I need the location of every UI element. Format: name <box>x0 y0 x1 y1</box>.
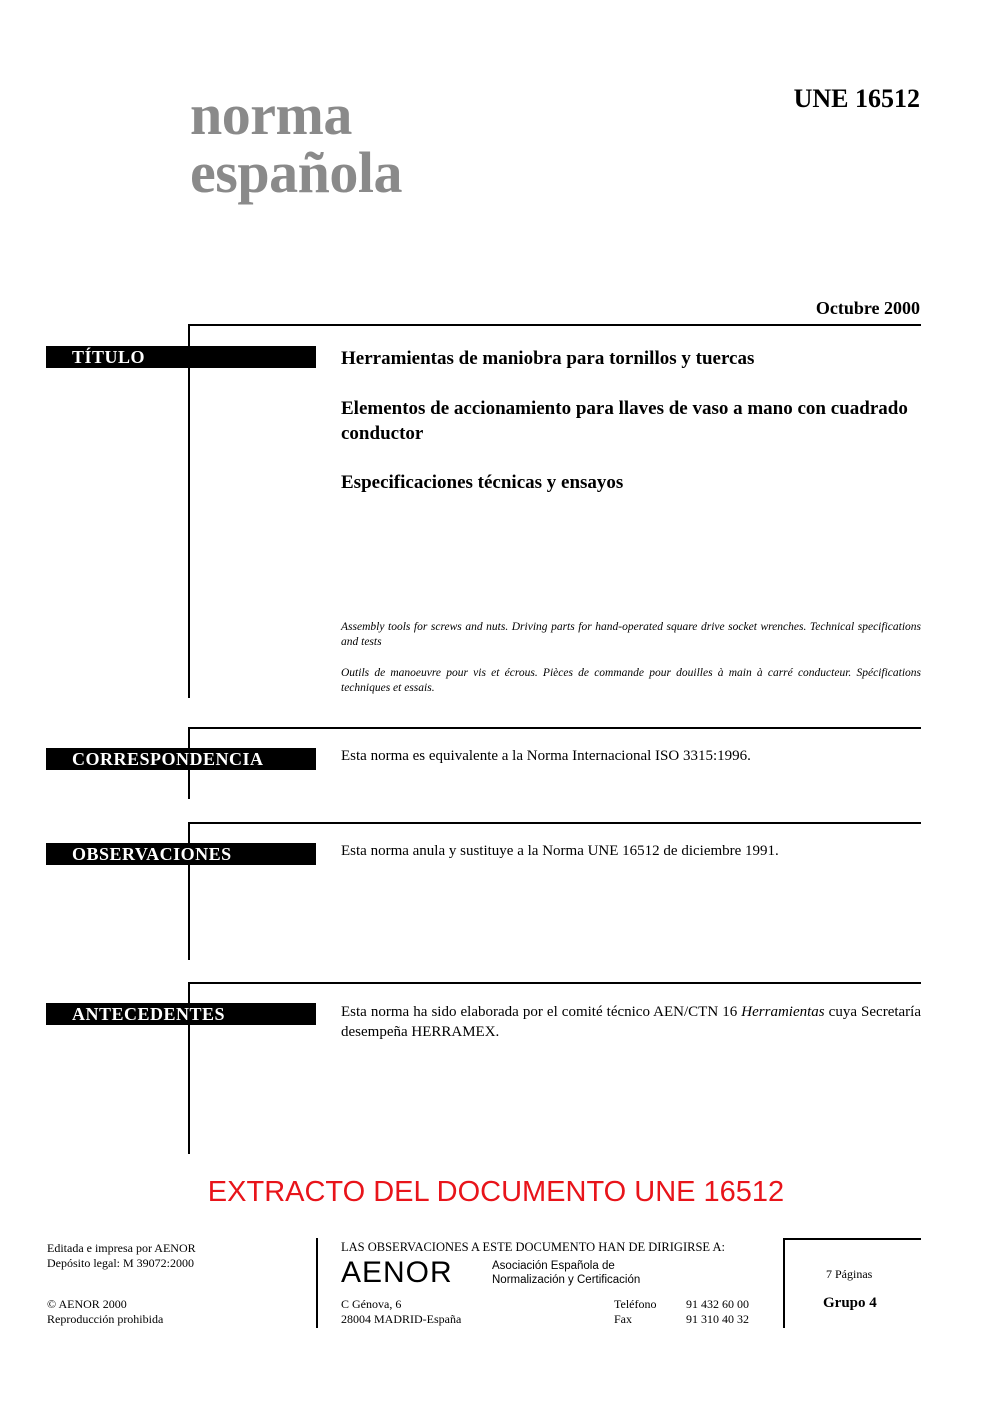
section-divider-antecedentes <box>188 982 921 984</box>
section-label-antecedentes: ANTECEDENTES <box>46 1003 316 1025</box>
section-vertical-rule-titulo <box>188 324 190 698</box>
publication-date: Octubre 2000 <box>815 298 920 318</box>
section-divider-correspondencia <box>188 727 921 729</box>
footer-edited-by: Editada e impresa por AENOR <box>47 1241 196 1255</box>
association-name-2: Normalización y Certificación <box>492 1274 641 1286</box>
association-name-1: Asociación Española de <box>492 1260 615 1272</box>
footer-copyright: © AENOR 2000 <box>47 1297 127 1311</box>
footer-reproduction: Reproducción prohibida <box>47 1312 164 1326</box>
extract-notice: EXTRACTO DEL DOCUMENTO UNE 16512 <box>207 1176 785 1208</box>
phone-value: 91 432 60 00 <box>686 1297 749 1311</box>
price-group: Grupo 4 <box>823 1295 877 1311</box>
section-divider-observaciones <box>188 822 921 824</box>
standard-code: UNE 16512 <box>793 84 920 113</box>
brand-title-line2: española <box>190 140 402 205</box>
footer-contact-heading: LAS OBSERVACIONES A ESTE DOCUMENTO HAN DE DIRIGIRSE A: <box>341 1240 725 1254</box>
title-spanish-3: Especificaciones técnicas y ensayos <box>341 472 624 493</box>
fax-label: Fax <box>614 1312 632 1326</box>
title-english: Assembly tools for screws and nuts. Driving parts for hand-operated square drive socket wrenches. Technical specifications and tests <box>341 621 921 648</box>
antecedentes-text <box>341 1002 921 1042</box>
fax-value: 91 310 40 32 <box>686 1312 749 1326</box>
antecedentes-committee-name: Herramientas <box>741 1004 825 1020</box>
title-spanish-1: Herramientas de maniobra para tornillos y tuercas <box>341 348 755 369</box>
antecedentes-text-part2: cuya Secretaría desempeña HERRAMEX. <box>341 1004 921 1040</box>
title-spanish-2: Elementos de accionamiento para llaves de vaso a mano con cuadrado conductor <box>341 398 908 444</box>
brand-title-line1: norma <box>190 82 352 147</box>
address-line1: C Génova, 6 <box>341 1297 402 1311</box>
correspondencia-text: Esta norma es equivalente a la Norma Internacional ISO 3315:1996. <box>341 748 751 764</box>
page-count: 7 Páginas <box>826 1267 873 1281</box>
footer-box-top-rule <box>783 1238 921 1240</box>
aenor-logo: AENOR <box>341 1256 453 1289</box>
address-line2: 28004 MADRID-España <box>341 1312 462 1326</box>
footer-legal-deposit: Depósito legal: M 39072:2000 <box>47 1256 194 1270</box>
footer-rule-right <box>783 1238 785 1328</box>
antecedentes-text-part1: Esta norma ha sido elaborada por el comité técnico AEN/CTN 16 <box>341 1004 742 1020</box>
section-label-observaciones: OBSERVACIONES <box>46 843 316 865</box>
section-label-correspondencia: CORRESPONDENCIA <box>46 748 316 770</box>
title-french: Outils de manoeuvre pour vis et écrous. Pièces de commande pour douilles à main à carré conducteur. Spécifications techniques et essais. <box>341 667 921 694</box>
section-divider-titulo <box>188 324 921 326</box>
section-label-titulo: TÍTULO <box>46 346 316 368</box>
observaciones-text: Esta norma anula y sustituye a la Norma UNE 16512 de diciembre 1991. <box>341 843 779 859</box>
phone-label: Teléfono <box>614 1297 657 1311</box>
footer-rule-left <box>316 1238 318 1328</box>
